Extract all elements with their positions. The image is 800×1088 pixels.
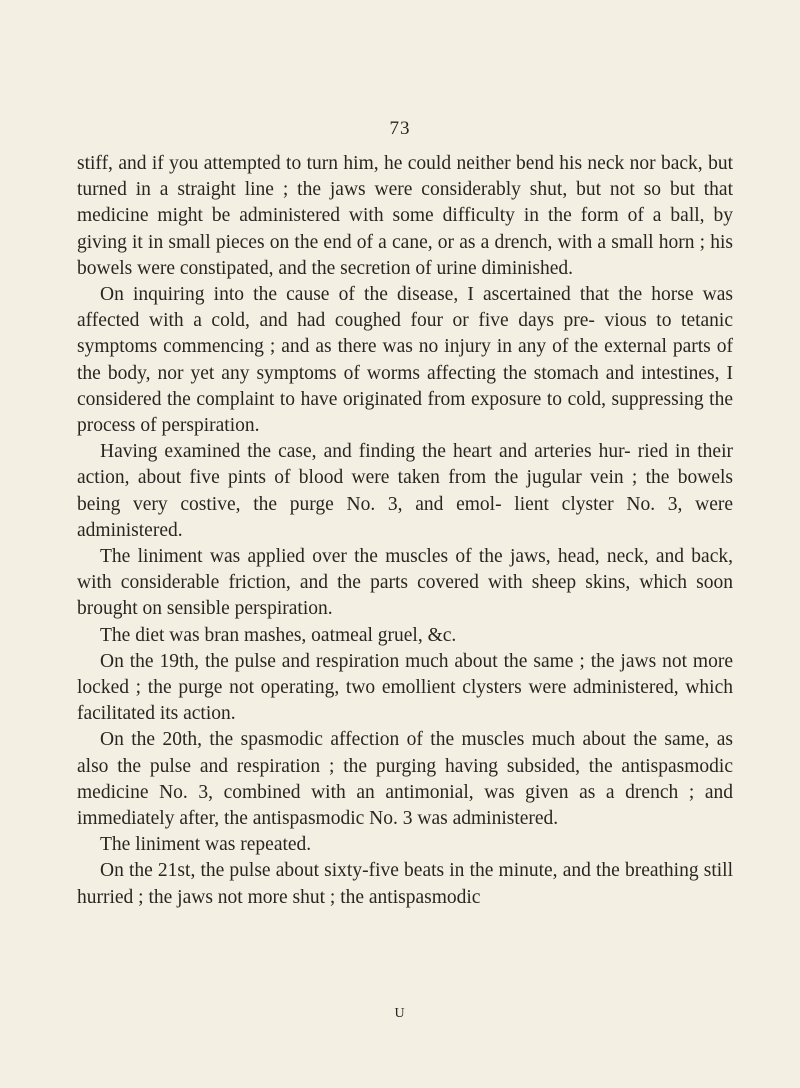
paragraph-7: On the 20th, the spasmodic affection of the muscles much about the same, as also the pulse and respiration ; the purging having subsided, the antispasmodic medicine No. 3, combined with an antimonial, was given as a drench ; and immediately after, the antispasmodic No. 3 was administered. xyxy=(77,729,733,830)
paragraph-6: On the 19th, the pulse and respiration much about the same ; the jaws not more locked ; the purge not operating, two emollient clysters were administered, which facilitated its action. xyxy=(77,650,733,725)
paragraph-5: The diet was bran mashes, oatmeal gruel, &c. xyxy=(100,624,457,646)
paragraph-4: The liniment was applied over the muscles of the jaws, head, neck, and back, with considerable friction, and the parts covered with sheep skins, which soon brought on sensible perspiration. xyxy=(77,546,733,620)
page-number: 73 xyxy=(389,118,411,139)
signature-mark: U xyxy=(394,1006,406,1021)
paragraph-9: On the 21st, the pulse about sixty-five beats in the minute, and the breathing still hurried ; the jaws not more shut ; the antispasmodic xyxy=(77,860,733,908)
paragraph-2: On inquiring into the cause of the disease, I ascertained that the horse was affected with a cold, and had coughed four or five days pre- vious to tetanic symptoms commencing ; and as there was no injury in any of the external parts of the body, nor yet any symptoms of worms affecting the stomach and intestines, I considered the complaint to have originated from exposure to cold, suppressing the process of perspiration. xyxy=(77,284,733,437)
paragraph-1: stiff, and if you attempted to turn him, he could neither bend his neck nor back, but turned in a straight line ; the jaws were considerably shut, but not so but that medicine might be administered with some difficulty in the form of a ball, by giving it in small pieces on the end of a cane, or as a drench, with a small horn ; his bowels were constipated, and the secretion of urine diminished. xyxy=(77,153,733,279)
paragraph-3: Having examined the case, and finding the heart and arteries hur- ried in their action, about five pints of blood were taken from the jugular vein ; the bowels being very costive, the purge No. 3, and emol- lient clyster No. 3, were administered. xyxy=(77,441,733,541)
paragraph-8: The liniment was repeated. xyxy=(100,834,312,856)
body-text xyxy=(77,151,733,911)
